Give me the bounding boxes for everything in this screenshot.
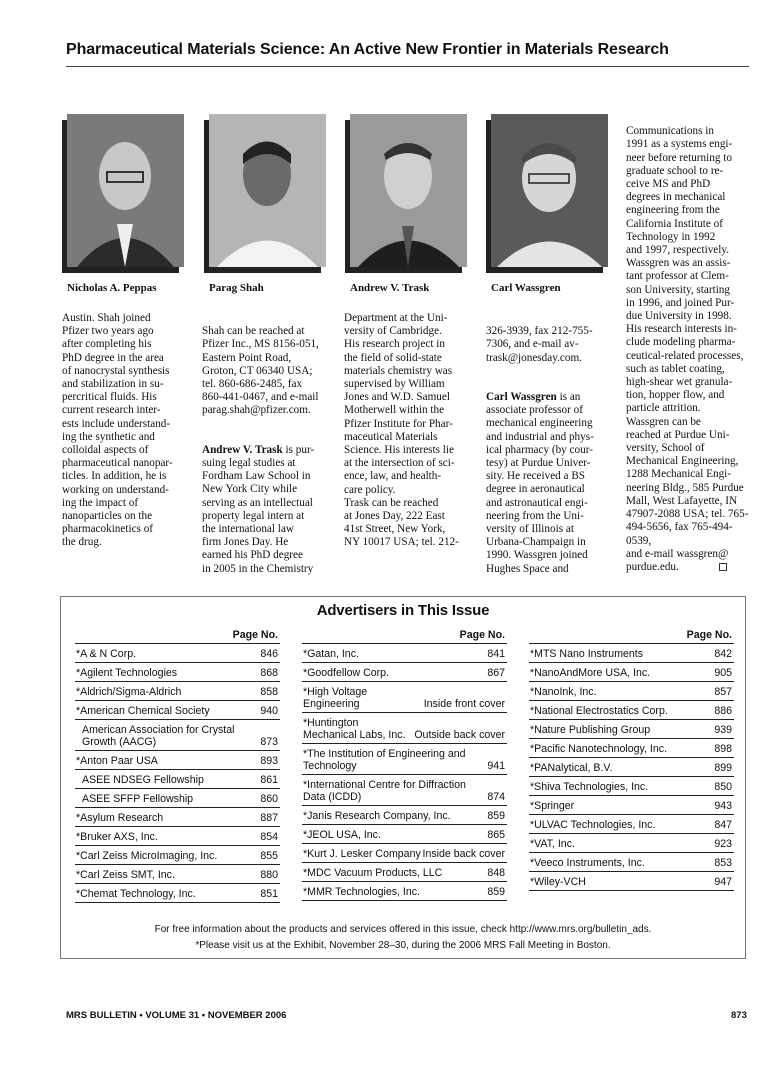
advertiser-name: *Bruker AXS, Inc.: [76, 831, 158, 843]
advertiser-row: [75, 845, 280, 864]
advertisers-box: [60, 596, 746, 959]
advertiser-row: [75, 662, 280, 681]
advertisers-title: Advertisers in This Issue: [316, 602, 490, 619]
advertiser-name: *Asylum Research: [76, 812, 164, 824]
advertiser-name: *Gatan, Inc.: [303, 648, 359, 660]
advertiser-name: *NanoAndMore USA, Inc.: [530, 667, 651, 679]
advertiser-page: 846: [260, 648, 278, 660]
advertiser-row: [302, 743, 507, 774]
portrait-photo-peppas: [67, 114, 184, 267]
footer-page-number: 873: [731, 1010, 747, 1021]
advertiser-page: 858: [260, 686, 278, 698]
advertiser-page: 898: [714, 743, 732, 755]
advertiser-row: [75, 643, 280, 662]
advertiser-page: 874: [487, 791, 505, 803]
advertiser-row: [75, 719, 280, 750]
advertiser-row: [302, 643, 507, 662]
advertiser-row: [302, 843, 507, 862]
advertiser-row: [75, 750, 280, 769]
advertiser-name: *International Centre for Diffraction Data (ICDD): [303, 779, 466, 803]
advertiser-page: 868: [260, 667, 278, 679]
advertiser-page: 873: [260, 736, 278, 748]
portrait-photo-wassgren: [491, 114, 608, 267]
advertisers-note: For free information about the products and services offered in this issue, check http://www.mrs.org/bulletin_ads.: [154, 924, 652, 935]
advertiser-page: Outside back cover: [414, 729, 505, 741]
advertiser-page: 887: [260, 812, 278, 824]
advertiser-row: [75, 788, 280, 807]
advertisers-list-2: [302, 643, 507, 901]
advertiser-name: *MMR Technologies, Inc.: [303, 886, 420, 898]
advertiser-row: [302, 881, 507, 901]
advertiser-row: [75, 681, 280, 700]
advertiser-page: Inside back cover: [422, 848, 505, 860]
advertiser-name: *Agilent Technologies: [76, 667, 178, 679]
advertiser-name: *Carl Zeiss SMT, Inc.: [76, 869, 175, 881]
advertiser-name: *Carl Zeiss MicroImaging, Inc.: [76, 850, 218, 862]
advertiser-row: [529, 719, 734, 738]
advertiser-row: [529, 757, 734, 776]
advertiser-page: 893: [260, 755, 278, 767]
advertiser-page: 860: [260, 793, 278, 805]
footer-journal-info: MRS BULLETIN • VOLUME 31 • NOVEMBER 2006: [66, 1010, 287, 1021]
advertiser-page: 941: [487, 760, 505, 772]
advertiser-row: [529, 662, 734, 681]
advertiser-row: [75, 883, 280, 903]
advertiser-name: American Association for Crystal Growth (AACG): [82, 724, 235, 748]
advertiser-name: *A & N Corp.: [76, 648, 137, 660]
advertiser-page: 859: [487, 886, 505, 898]
advertiser-name: *Kurt J. Lesker Company: [303, 848, 421, 860]
advertiser-page: 848: [487, 867, 505, 879]
advertiser-name: *High Voltage Engineering: [303, 686, 368, 710]
advertiser-name: *Pacific Nanotechnology, Inc.: [530, 743, 668, 755]
bio-column-1: Austin. Shah joined Pfizer two years ago after completing his PhD degree in the area of nanocrystal synthesis and stabilization in su- percritical fluids. His current research inter- ests include understand- ing the synthetic and colloidal aspects of pharmaceutical nanopar- ticles. In addition, he is working on understand- ing the impact of nanoparticles on the pharmacokinetics of the drug.: [62, 312, 173, 549]
portrait-photo-shah: [209, 114, 326, 267]
advertiser-row: [529, 795, 734, 814]
advertiser-row: [529, 776, 734, 795]
advertiser-page: 861: [260, 774, 278, 786]
advertiser-page: 947: [714, 876, 732, 888]
advertiser-name: *Shiva Technologies, Inc.: [530, 781, 649, 793]
bio-shah-contact: Shah can be reached at Pfizer Inc., MS 8156-051, Eastern Point Road, Groton, CT 06340 USA; tel. 860-686-2485, fax 860-441-0467, and e-mail parag.shah@pfizer.com.: [202, 325, 319, 417]
advertiser-row: [302, 662, 507, 681]
bio-column-4: [486, 312, 614, 576]
advertiser-row: [529, 738, 734, 757]
advertiser-name: *JEOL USA, Inc.: [303, 829, 381, 841]
advertiser-name: *Goodfellow Corp.: [303, 667, 389, 679]
bio-column-3: Department at the Uni- versity of Cambridge. His research project in the field of solid-state materials chemistry was supervised by William Jones and W.D. Samuel Motherwell within the Pfizer Institute for Phar- maceutical Materials Science. His interests lie at the intersection of sci- ence, law, and health- care policy. Trask can be reached at Jones Day, 222 East 41st Street, New York, NY 10017 USA; tel. 212-: [344, 312, 459, 549]
advertiser-name: *Wiley-VCH: [530, 876, 586, 888]
advertiser-row: [529, 871, 734, 891]
advertiser-page: 880: [260, 869, 278, 881]
advertiser-row: [302, 862, 507, 881]
advertisers-column-1: [75, 629, 280, 903]
advertiser-name: ASEE SFFP Fellowship: [82, 793, 194, 805]
advertiser-page: 939: [714, 724, 732, 736]
advertiser-page: 923: [714, 838, 732, 850]
advertiser-row: [75, 826, 280, 845]
advertisers-list-1: [75, 643, 280, 903]
advertiser-row: [529, 643, 734, 662]
advertiser-page: 886: [714, 705, 732, 717]
advertiser-name: *Janis Research Company, Inc.: [303, 810, 451, 822]
bio-wassgren-text: is an associate professor of mechanical engineering and industrial and phys- ical pharmacy (by cour- tesy) at Purdue Univer- sity. He received a BS degree in aeronautical and astronautical engi- neering from the Uni- versity of Illinois at Urbana-Champaign in 1990. Wassgren joined Hughes Space and: [486, 391, 594, 575]
advertisers-column-2: [302, 629, 507, 901]
advertiser-name: *Nature Publishing Group: [530, 724, 651, 736]
caption-trask: Andrew V. Trask: [350, 282, 430, 294]
page-no-header: Page No.: [686, 629, 732, 641]
advertiser-row: [75, 807, 280, 826]
advertiser-name: *Chemat Technology, Inc.: [76, 888, 196, 900]
page-title: Pharmaceutical Materials Science: An Active New Frontier in Materials Research: [66, 41, 669, 58]
advertiser-page: 850: [714, 781, 732, 793]
advertiser-row: [529, 700, 734, 719]
advertiser-name: *ULVAC Technologies, Inc.: [530, 819, 656, 831]
advertiser-row: [529, 852, 734, 871]
advertiser-page: 857: [714, 686, 732, 698]
advertiser-name: *Anton Paar USA: [76, 755, 158, 767]
caption-peppas: Nicholas A. Peppas: [67, 282, 157, 294]
page-no-header: Page No.: [232, 629, 278, 641]
advertisers-column-3: [529, 629, 734, 891]
advertiser-page: 867: [487, 667, 505, 679]
advertiser-row: [529, 833, 734, 852]
advertiser-name: *VAT, Inc.: [530, 838, 575, 850]
advertiser-row: [302, 805, 507, 824]
advertiser-page: 851: [260, 888, 278, 900]
advertiser-row: [75, 864, 280, 883]
advertiser-name: *American Chemical Society: [76, 705, 210, 717]
advertiser-page: 842: [714, 648, 732, 660]
advertiser-row: [302, 824, 507, 843]
advertiser-row: [529, 814, 734, 833]
page-no-header: Page No.: [459, 629, 505, 641]
advertiser-name: *NanoInk, Inc.: [530, 686, 597, 698]
advertiser-page: 853: [714, 857, 732, 869]
advertiser-page: 899: [714, 762, 732, 774]
advertiser-name: *National Electrostatics Corp.: [530, 705, 668, 717]
advertiser-row: [75, 769, 280, 788]
advertiser-page: 841: [487, 648, 505, 660]
advertisers-list-3: [529, 643, 734, 891]
advertiser-name: *PANalytical, B.V.: [530, 762, 613, 774]
header-rule: [66, 66, 749, 67]
bio-trask-contact: 326-3939, fax 212-755- 7306, and e-mail av- trask@jonesday.com.: [486, 325, 593, 364]
advertiser-page: 855: [260, 850, 278, 862]
advertiser-name: *Aldrich/Sigma-Aldrich: [76, 686, 182, 698]
advertiser-row: [75, 700, 280, 719]
advertiser-page: 847: [714, 819, 732, 831]
advertiser-page: 905: [714, 667, 732, 679]
caption-shah: Parag Shah: [209, 282, 264, 294]
caption-wassgren: Carl Wassgren: [491, 282, 561, 294]
advertiser-name: *Veeco Instruments, Inc.: [530, 857, 645, 869]
bio-trask-name: Andrew V. Trask: [202, 443, 283, 456]
advertiser-name: *Huntington Mechanical Labs, Inc.: [303, 717, 406, 741]
end-mark-icon: [719, 563, 727, 571]
advertiser-row: [302, 712, 507, 743]
advertiser-page: 940: [260, 705, 278, 717]
advertiser-page: Inside front cover: [423, 698, 505, 710]
advertiser-row: [302, 681, 507, 712]
advertiser-name: ASEE NDSEG Fellowship: [82, 774, 204, 786]
advertiser-row: [529, 681, 734, 700]
advertiser-row: [302, 774, 507, 805]
exhibit-note: *Please visit us at the Exhibit, November 28–30, during the 2006 MRS Fall Meeting in Boston.: [195, 940, 611, 951]
advertiser-page: 854: [260, 831, 278, 843]
portrait-photo-trask: [350, 114, 467, 267]
bio-column-2: [202, 312, 332, 576]
bio-trask-text: is pur- suing legal studies at Fordham Law School in New York City while serving as an intellectual property legal intern at the international law firm Jones Day. He earned his PhD degree in 2005 in the Chemistry: [202, 443, 315, 575]
advertiser-page: 859: [487, 810, 505, 822]
advertiser-name: *The Institution of Engineering and Technology: [303, 748, 466, 772]
advertiser-page: 865: [487, 829, 505, 841]
bio-wassgren-continued: Communications in 1991 as a systems engi- neer before returning to graduate school to re- ceive MS and PhD degrees in mechanical engineering from the California Institute of Technology in 1992 and 1997, respectively. Wassgren was an assis- tant professor at Clem- son University, starting in 1996, and joined Pur- due University in 1998. His research interests in- clude modeling pharma- ceutical-related processes, such as tablet coating, high-shear wet granula- tion, hopper flow, and particle attrition. Wassgren can be reached at Purdue Uni- versity, School of Mechanical Engineering, 1288 Mechanical Engi- neering Bldg., 585 Purdue Mall, West Lafayette, IN 47907-2088 USA; tel. 765- 494-5656, fax 765-494-0539, and e-mail wassgren@ purdue.edu.: [626, 125, 749, 573]
advertiser-name: *Springer: [530, 800, 575, 812]
advertiser-name: *MTS Nano Instruments: [530, 648, 644, 660]
advertiser-page: 943: [714, 800, 732, 812]
bio-wassgren-name: Carl Wassgren: [486, 391, 557, 404]
advertiser-name: *MDC Vacuum Products, LLC: [303, 867, 443, 879]
bio-column-5: [626, 112, 752, 574]
